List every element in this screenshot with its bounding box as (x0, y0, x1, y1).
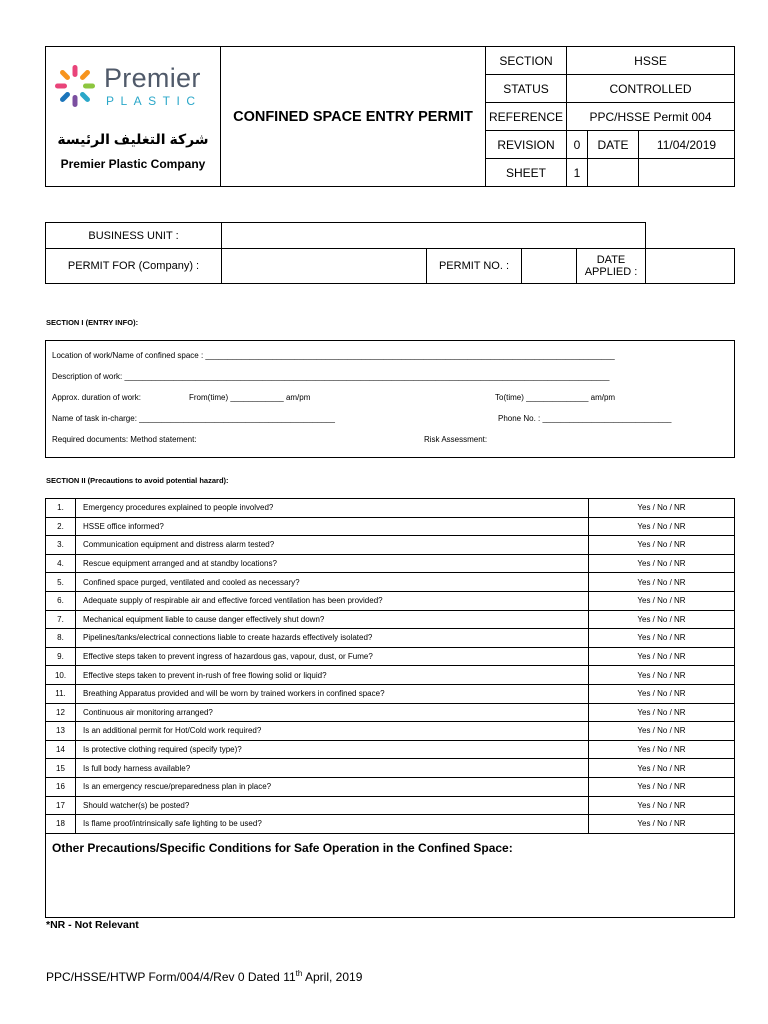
date-applied-field[interactable] (646, 249, 735, 284)
precaution-answer[interactable]: Yes / No / NR (589, 666, 735, 685)
precaution-row (46, 554, 735, 573)
description-field[interactable]: Description of work: _____________________________________________________________________________________________________________ (52, 372, 610, 381)
precaution-question: Is an additional permit for Hot/Cold work required? (76, 722, 589, 741)
permit-title: CONFINED SPACE ENTRY PERMIT (221, 47, 486, 187)
sheet-label: SHEET (486, 159, 567, 187)
business-unit-field[interactable] (222, 223, 646, 249)
logo-petal (83, 84, 95, 89)
precaution-row (46, 722, 735, 741)
brand-subtitle: PLASTIC (106, 94, 202, 108)
precaution-number: 13 (46, 722, 76, 741)
other-precautions-box[interactable] (45, 833, 735, 918)
precaution-row (46, 573, 735, 592)
footer-suffix: April, 2019 (302, 970, 363, 984)
reference-value: PPC/HSSE Permit 004 (567, 103, 735, 131)
nr-note: *NR - Not Relevant (46, 919, 139, 931)
precaution-number: 11. (46, 684, 76, 703)
precaution-question: HSSE office informed? (76, 517, 589, 536)
precaution-row (46, 666, 735, 685)
revision-label: REVISION (486, 131, 567, 159)
precaution-answer[interactable]: Yes / No / NR (589, 796, 735, 815)
precaution-answer[interactable]: Yes / No / NR (589, 759, 735, 778)
precaution-question: Should watcher(s) be posted? (76, 796, 589, 815)
permit-no-label: PERMIT NO. : (427, 249, 522, 284)
permit-for-field[interactable] (222, 249, 427, 284)
business-unit-table (45, 222, 735, 284)
precaution-question: Effective steps taken to prevent ingress of hazardous gas, vapour, dust, or Fume? (76, 647, 589, 666)
precaution-question: Is protective clothing required (specify type)? (76, 740, 589, 759)
permit-for-label: PERMIT FOR (Company) : (46, 249, 222, 284)
precaution-number: 7. (46, 610, 76, 629)
precaution-answer[interactable]: Yes / No / NR (589, 777, 735, 796)
precaution-number: 16 (46, 777, 76, 796)
precaution-number: 10. (46, 666, 76, 685)
section2-title: SECTION II (Precautions to avoid potential hazard): (46, 476, 229, 485)
precaution-row (46, 610, 735, 629)
precaution-row (46, 591, 735, 610)
precaution-number: 15 (46, 759, 76, 778)
precaution-number: 3. (46, 536, 76, 555)
entry-info-box (45, 340, 735, 458)
precaution-answer[interactable]: Yes / No / NR (589, 629, 735, 648)
precaution-question: Adequate supply of respirable air and effective forced ventilation has been provided? (76, 591, 589, 610)
precaution-question: Confined space purged, ventilated and cooled as necessary? (76, 573, 589, 592)
precaution-number: 9. (46, 647, 76, 666)
precaution-number: 18 (46, 815, 76, 834)
precaution-row (46, 647, 735, 666)
logo-petal (79, 69, 91, 81)
business-unit-label: BUSINESS UNIT : (46, 223, 222, 249)
precaution-answer[interactable]: Yes / No / NR (589, 517, 735, 536)
footer-sup: th (295, 969, 303, 978)
precaution-answer[interactable]: Yes / No / NR (589, 722, 735, 741)
precaution-row (46, 629, 735, 648)
logo-petal (73, 95, 78, 107)
date-applied-label (577, 249, 646, 284)
precaution-question: Rescue equipment arranged and at standby locations? (76, 554, 589, 573)
logo-petal (73, 65, 78, 77)
brand-name: Premier (104, 63, 201, 93)
precaution-row (46, 777, 735, 796)
precaution-answer[interactable]: Yes / No / NR (589, 591, 735, 610)
other-precautions-title: Other Precautions/Specific Conditions for Safe Operation in the Confined Space: (52, 841, 513, 855)
precaution-question: Continuous air monitoring arranged? (76, 703, 589, 722)
precaution-question: Is an emergency rescue/preparedness plan in place? (76, 777, 589, 796)
precaution-row (46, 796, 735, 815)
precaution-answer[interactable]: Yes / No / NR (589, 499, 735, 518)
precaution-question: Communication equipment and distress alarm tested? (76, 536, 589, 555)
precaution-row (46, 684, 735, 703)
sheet-blank-1[interactable] (588, 159, 639, 187)
reference-label: REFERENCE (486, 103, 567, 131)
precaution-answer[interactable]: Yes / No / NR (589, 554, 735, 573)
section-label: SECTION (486, 47, 567, 75)
precaution-row (46, 499, 735, 518)
header-table (45, 46, 735, 187)
date-label: DATE (588, 131, 639, 159)
precautions-table (45, 498, 735, 834)
precaution-answer[interactable]: Yes / No / NR (589, 610, 735, 629)
date-applied-line2: APPLIED : (584, 266, 638, 279)
revision-value: 0 (567, 131, 588, 159)
precaution-question: Mechanical equipment liable to cause danger effectively shut down? (76, 610, 589, 629)
precaution-number: 12 (46, 703, 76, 722)
precaution-number: 4. (46, 554, 76, 573)
precaution-answer[interactable]: Yes / No / NR (589, 536, 735, 555)
risk-assessment-label: Risk Assessment: (424, 435, 488, 444)
from-time-field[interactable]: From(time) ____________ am/pm (189, 393, 311, 402)
logo-cell (46, 47, 221, 187)
footer-prefix: PPC/HSSE/HTWP Form/004/4/Rev 0 Dated 11 (46, 970, 296, 984)
section1-title: SECTION I (ENTRY INFO): (46, 318, 139, 327)
precaution-answer[interactable]: Yes / No / NR (589, 703, 735, 722)
precaution-row (46, 536, 735, 555)
precaution-number: 14 (46, 740, 76, 759)
precaution-answer[interactable]: Yes / No / NR (589, 573, 735, 592)
precaution-row (46, 703, 735, 722)
precaution-question: Is flame proof/intrinsically safe lighting to be used? (76, 815, 589, 834)
duration-label: Approx. duration of work: (52, 393, 141, 402)
company-arabic-name: شركة التغليف الرئيسة (57, 131, 209, 147)
precaution-row (46, 759, 735, 778)
precaution-row (46, 815, 735, 834)
task-incharge-field[interactable]: Name of task in-charge: ____________________________________________ (52, 414, 335, 423)
precaution-answer[interactable]: Yes / No / NR (589, 815, 735, 834)
company-name: Premier Plastic Company (60, 157, 206, 171)
date-applied-line1: DATE (596, 254, 626, 267)
required-docs-label: Required documents: Method statement: (52, 435, 197, 444)
precaution-row (46, 740, 735, 759)
company-logo-icon (52, 63, 98, 109)
logo-petal (55, 84, 67, 89)
logo-petal (79, 91, 91, 103)
to-time-field[interactable]: To(time) ______________ am/pm (495, 393, 616, 402)
sheet-blank-2[interactable] (639, 159, 735, 187)
logo-petal (59, 91, 71, 103)
permit-no-field[interactable] (522, 249, 577, 284)
section-value: HSSE (567, 47, 735, 75)
precaution-question: Emergency procedures explained to people involved? (76, 499, 589, 518)
precaution-question: Breathing Apparatus provided and will be worn by trained workers in confined space? (76, 684, 589, 703)
precaution-number: 6. (46, 591, 76, 610)
logo-petal (59, 69, 71, 81)
precaution-answer[interactable]: Yes / No / NR (589, 684, 735, 703)
location-field[interactable]: Location of work/Name of confined space : ____________________________________________________________________________________________ (52, 351, 615, 360)
precaution-answer[interactable]: Yes / No / NR (589, 740, 735, 759)
precaution-number: 1. (46, 499, 76, 518)
status-label: STATUS (486, 75, 567, 103)
precaution-answer[interactable]: Yes / No / NR (589, 647, 735, 666)
document-footer (46, 969, 362, 984)
sheet-value: 1 (567, 159, 588, 187)
phone-field[interactable]: Phone No. : _____________________________ (498, 414, 672, 423)
precaution-number: 8. (46, 629, 76, 648)
precaution-number: 17 (46, 796, 76, 815)
precaution-row (46, 517, 735, 536)
date-value: 11/04/2019 (639, 131, 735, 159)
precaution-number: 2. (46, 517, 76, 536)
precaution-question: Pipelines/tanks/electrical connections liable to create hazards effectively isolated? (76, 629, 589, 648)
precaution-question: Is full body harness available? (76, 759, 589, 778)
precaution-number: 5. (46, 573, 76, 592)
precaution-question: Effective steps taken to prevent in-rush of free flowing solid or liquid? (76, 666, 589, 685)
status-value: CONTROLLED (567, 75, 735, 103)
